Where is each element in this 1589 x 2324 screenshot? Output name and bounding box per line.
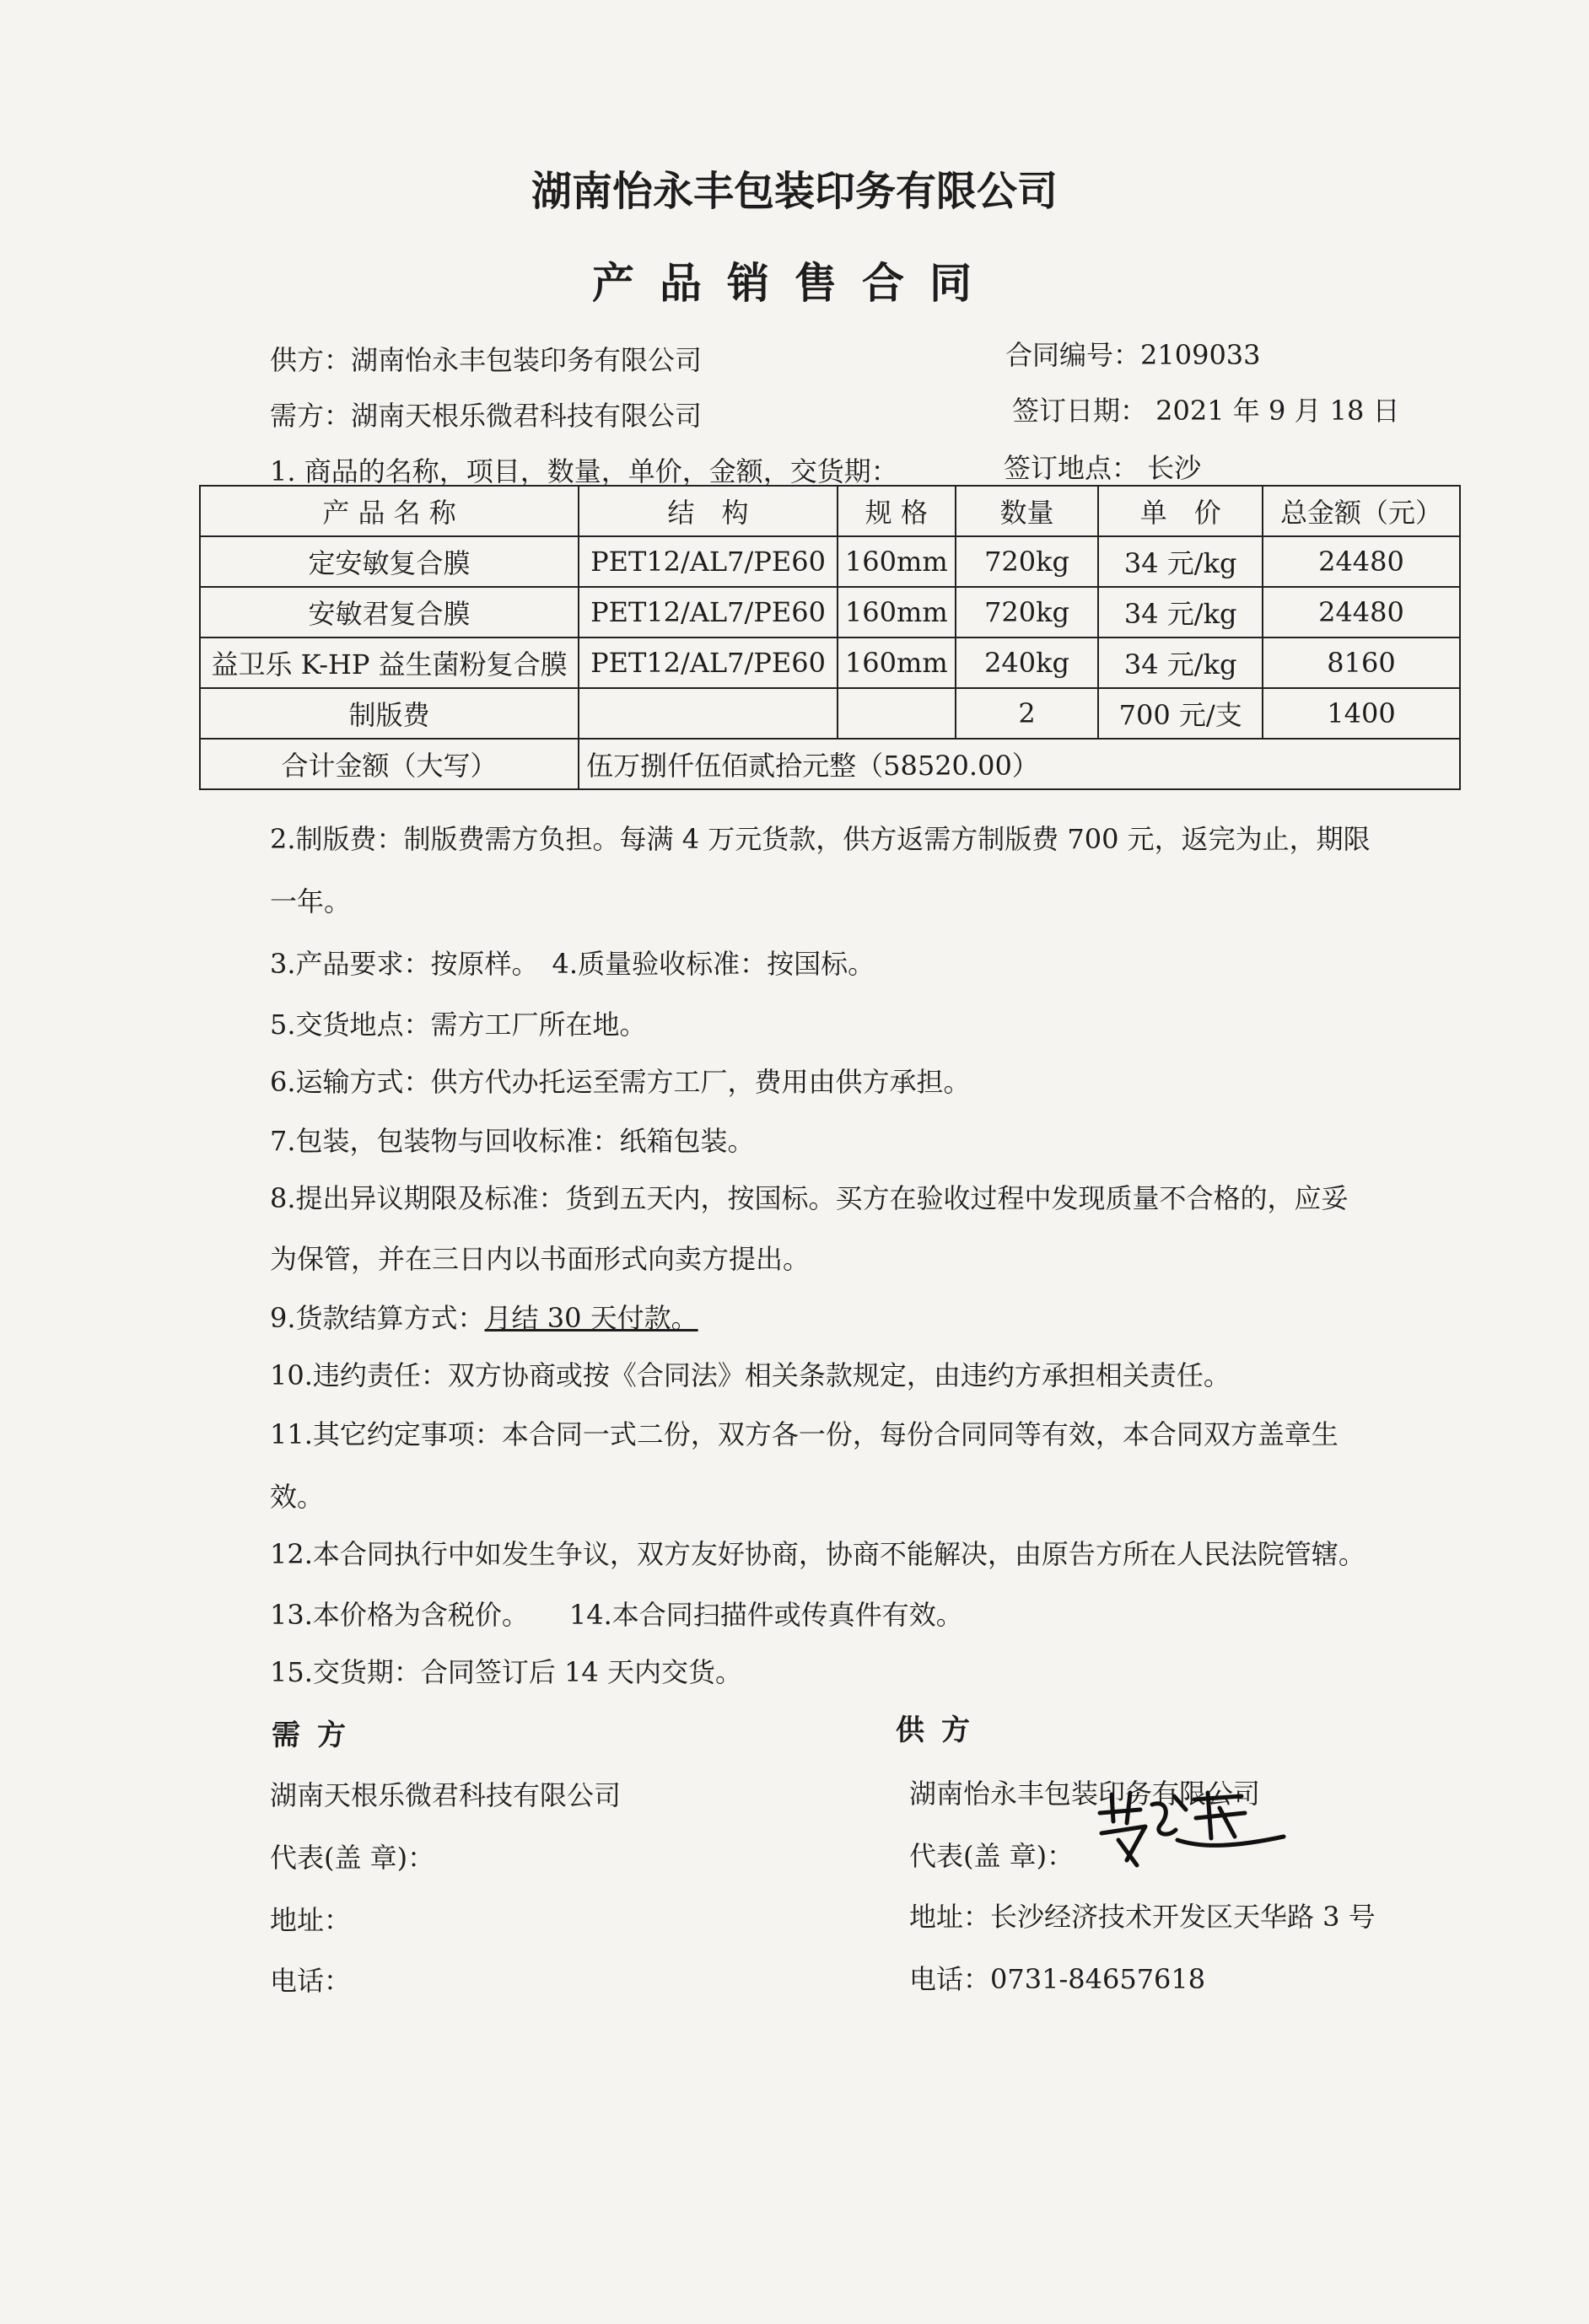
supplier-phone: 电话：0731-84657618 <box>909 1963 1206 1995</box>
cell-quantity: 2 <box>956 688 1099 739</box>
total-label: 合计金额（大写） <box>200 739 579 789</box>
supplier-address: 地址：长沙经济技术开发区天华路 3 号 <box>909 1901 1376 1933</box>
cell-total: 24480 <box>1263 536 1460 587</box>
clause-7: 7.包装，包装物与回收标准：纸箱包装。 <box>270 1125 755 1157</box>
header-total: 总金额（元） <box>1263 486 1460 536</box>
clause-3-4: 3.产品要求：按原样。 4.质量验收标准：按国标。 <box>270 948 875 980</box>
table-row <box>200 587 1460 637</box>
clause-8-line-2: 为保管，并在三日内以书面形式向卖方提出。 <box>270 1243 811 1275</box>
company-title: 湖南怡永丰包装印务有限公司 <box>531 168 1058 215</box>
handwritten-signature <box>1093 1788 1287 1872</box>
cell-structure <box>579 688 838 739</box>
table-row <box>200 688 1460 739</box>
cell-unit-price: 34 元/kg <box>1098 637 1263 688</box>
clause-6: 6.运输方式：供方代办托运至需方工厂，费用由供方承担。 <box>270 1066 971 1098</box>
supplier-name: 湖南怡永丰包装印务有限公司 <box>909 1778 1261 1810</box>
cell-name: 制版费 <box>200 688 579 739</box>
clause-10: 10.违约责任：双方协商或按《合同法》相关条款规定，由违约方承担相关责任。 <box>270 1359 1231 1391</box>
cell-unit-price: 34 元/kg <box>1098 587 1263 637</box>
header-name: 产 品 名 称 <box>200 486 579 536</box>
contract-number: 合同编号：2109033 <box>1005 339 1261 371</box>
cell-spec <box>838 688 956 739</box>
cell-structure: PET12/AL7/PE60 <box>579 637 838 688</box>
sign-date: 签订日期： 2021 年 9 月 18 日 <box>1012 395 1400 427</box>
clause-2-line-1: 2.制版费：制版费需方负担。每满 4 万元货款，供方返需方制版费 700 元，返完为止，期限 <box>270 823 1371 855</box>
cell-name: 定安敏复合膜 <box>200 536 579 587</box>
clause-11-line-1: 11.其它约定事项：本合同一式二份，双方各一份，每份合同同等有效，本合同双方盖章生 <box>270 1418 1339 1450</box>
clause-9-value: 月结 30 天付款。 <box>484 1302 698 1334</box>
cell-quantity: 720kg <box>956 536 1099 587</box>
table-header-row <box>200 486 1460 536</box>
cell-quantity: 240kg <box>956 637 1099 688</box>
buyer-representative: 代表(盖 章)： <box>270 1842 435 1874</box>
header-spec: 规 格 <box>838 486 956 536</box>
clause-12: 12.本合同执行中如发生争议，双方友好协商，协商不能解决，由原告方所在人民法院管辖。 <box>270 1538 1365 1570</box>
document-title: 产品销售合同 <box>592 259 997 308</box>
table-row <box>200 637 1460 688</box>
supplier-representative: 代表(盖 章)： <box>909 1840 1075 1872</box>
supplier-line: 供方：湖南怡永丰包装印务有限公司 <box>270 344 703 376</box>
cell-spec: 160mm <box>838 587 956 637</box>
clause-15: 15.交货期：合同签订后 14 天内交货。 <box>270 1656 742 1688</box>
clause-13-14: 13.本价格为含税价。 14.本合同扫描件或传真件有效。 <box>270 1599 963 1631</box>
cell-total: 1400 <box>1263 688 1460 739</box>
item-1-heading: 1. 商品的名称，项目，数量，单价，金额，交货期： <box>270 455 898 487</box>
table-row <box>200 536 1460 587</box>
cell-structure: PET12/AL7/PE60 <box>579 587 838 637</box>
buyer-address: 地址： <box>270 1904 352 1936</box>
table-total-row <box>200 739 1460 789</box>
clause-8-line-1: 8.提出异议期限及标准：货到五天内，按国标。买方在验收过程中发现质量不合格的，应妥 <box>270 1182 1349 1214</box>
header-quantity: 数量 <box>956 486 1099 536</box>
total-amount-words: 伍万捌仟伍佰贰拾元整（58520.00） <box>579 739 1460 789</box>
clause-11-line-2: 效。 <box>270 1481 325 1513</box>
cell-name: 安敏君复合膜 <box>200 587 579 637</box>
buyer-name: 湖南天根乐微君科技有限公司 <box>270 1779 622 1811</box>
cell-structure: PET12/AL7/PE60 <box>579 536 838 587</box>
buyer-heading: 需方 <box>272 1719 363 1752</box>
clause-9 <box>270 1297 698 1336</box>
cell-spec: 160mm <box>838 637 956 688</box>
header-structure: 结 构 <box>579 486 838 536</box>
cell-name: 益卫乐 K-HP 益生菌粉复合膜 <box>200 637 579 688</box>
clause-5: 5.交货地点：需方工厂所在地。 <box>270 1009 647 1041</box>
cell-unit-price: 34 元/kg <box>1098 536 1263 587</box>
cell-total: 24480 <box>1263 587 1460 637</box>
clause-9-label: 9.货款结算方式： <box>270 1302 485 1334</box>
cell-unit-price: 700 元/支 <box>1098 688 1263 739</box>
cell-quantity: 720kg <box>956 587 1099 637</box>
header-unit-price: 单 价 <box>1098 486 1263 536</box>
sign-place: 签订地点： 长沙 <box>1004 452 1202 484</box>
buyer-line: 需方：湖南天根乐微君科技有限公司 <box>270 400 703 432</box>
clause-2-line-2: 一年。 <box>270 885 352 917</box>
cell-total: 8160 <box>1263 637 1460 688</box>
cell-spec: 160mm <box>838 536 956 587</box>
supplier-heading: 供方 <box>896 1713 987 1747</box>
buyer-phone: 电话： <box>270 1965 352 1997</box>
goods-table <box>199 485 1461 790</box>
